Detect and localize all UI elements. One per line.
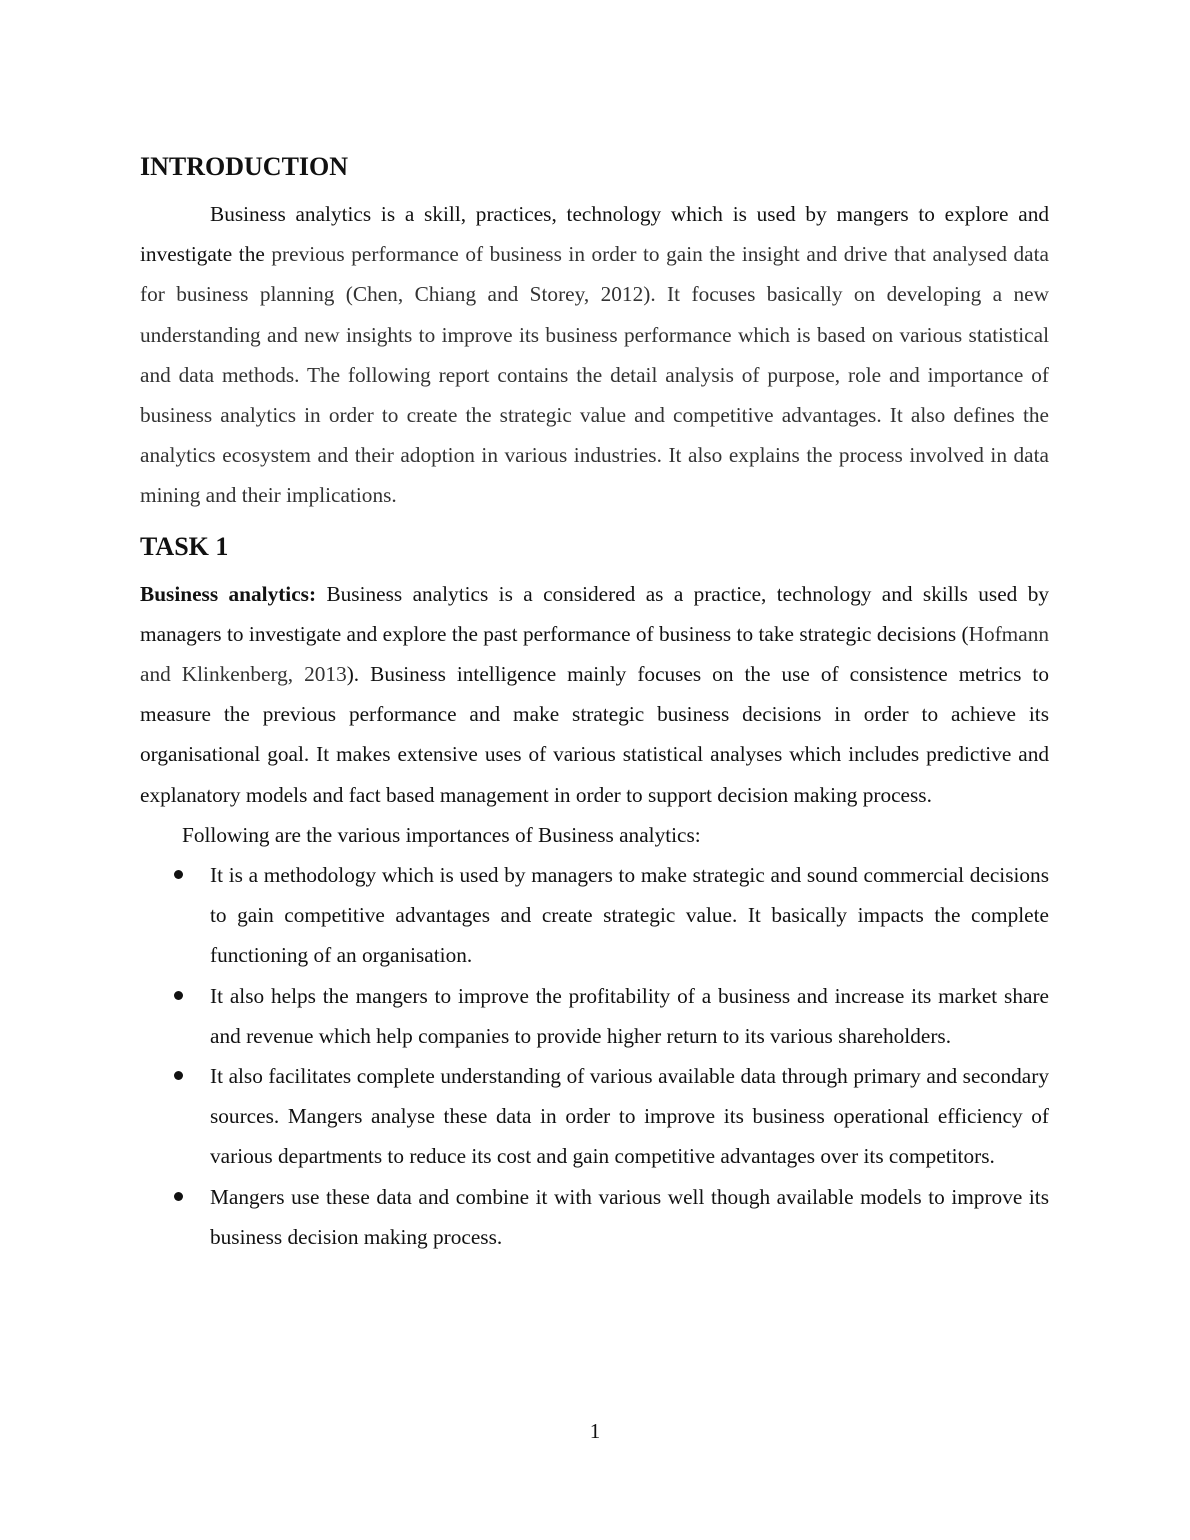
introduction-text-start: Business analytics is a skill, practices, technology which is used by mangers to explore and investigate the [140, 202, 1049, 267]
list-item [140, 1177, 1049, 1257]
bullet-icon [174, 1071, 183, 1080]
list-item [140, 855, 1049, 976]
document-page [140, 150, 1049, 1257]
list-item-text: It is a methodology which is used by managers to make strategic and sound commercial decisions to gain competitive advantages and create strategic value. It basically impacts the complete functioning of an organisation. [210, 863, 1049, 968]
page-number: 1 [589, 1419, 601, 1443]
citation: Hofmann and Klinkenberg, 2013 [140, 621, 1049, 687]
task1-heading: TASK 1 [140, 531, 229, 561]
importances-lead: Following are the various importances of Business analytics: [182, 822, 701, 847]
introduction-text-rest: previous performance of business in order to gain the insight and drive that analysed data for business planning (Chen, Chiang and Storey, 2012). It focuses basically on developing a new understanding and new insights to improve its business performance which is based on various statistical and data methods. The following report contains the detail analysis of purpose, role and importance of business analytics in order to create the strategic value and competitive advantages. It also defines the analytics ecosystem and their adoption in various industries. It also explains the process involved in data mining and their implications. [140, 242, 1049, 508]
list-item [140, 976, 1049, 1056]
list-item-text: It also helps the mangers to improve the profitability of a business and increase its market share and revenue which help companies to provide higher return to its various shareholders. [210, 983, 1049, 1048]
list-item-text: Mangers use these data and combine it with various well though available models to improve its business decision making process. [210, 1184, 1049, 1249]
importances-list [140, 855, 1049, 1257]
list-item-text: It also facilitates complete understanding of various available data through primary and secondary sources. Mangers analyse these data in order to improve its business operational efficiency of various departments to reduce its cost and gain competitive advantages over its competitors. [210, 1064, 1049, 1169]
bullet-icon [174, 991, 183, 1000]
business-analytics-text-a: Business analytics is a considered as a practice, technology and skills used by managers to investigate and explore the past performance of business to take strategic decisions ( [140, 581, 1049, 646]
list-item [140, 1056, 1049, 1177]
business-analytics-term: Business analytics: [140, 581, 317, 606]
introduction-paragraph [140, 194, 1049, 516]
bullet-icon [174, 870, 183, 879]
bullet-icon [174, 1192, 183, 1201]
business-analytics-paragraph [140, 574, 1049, 815]
introduction-heading: INTRODUCTION [140, 152, 349, 181]
business-analytics-text-b: ). Business intelligence mainly focuses on the use of consistence metrics to measure the previous performance and make strategic business decisions in order to achieve its organisational goal. It makes extensive uses of various statistical analyses which includes predictive and explanatory models and fact based management in order to support decision making process. [140, 662, 1049, 807]
